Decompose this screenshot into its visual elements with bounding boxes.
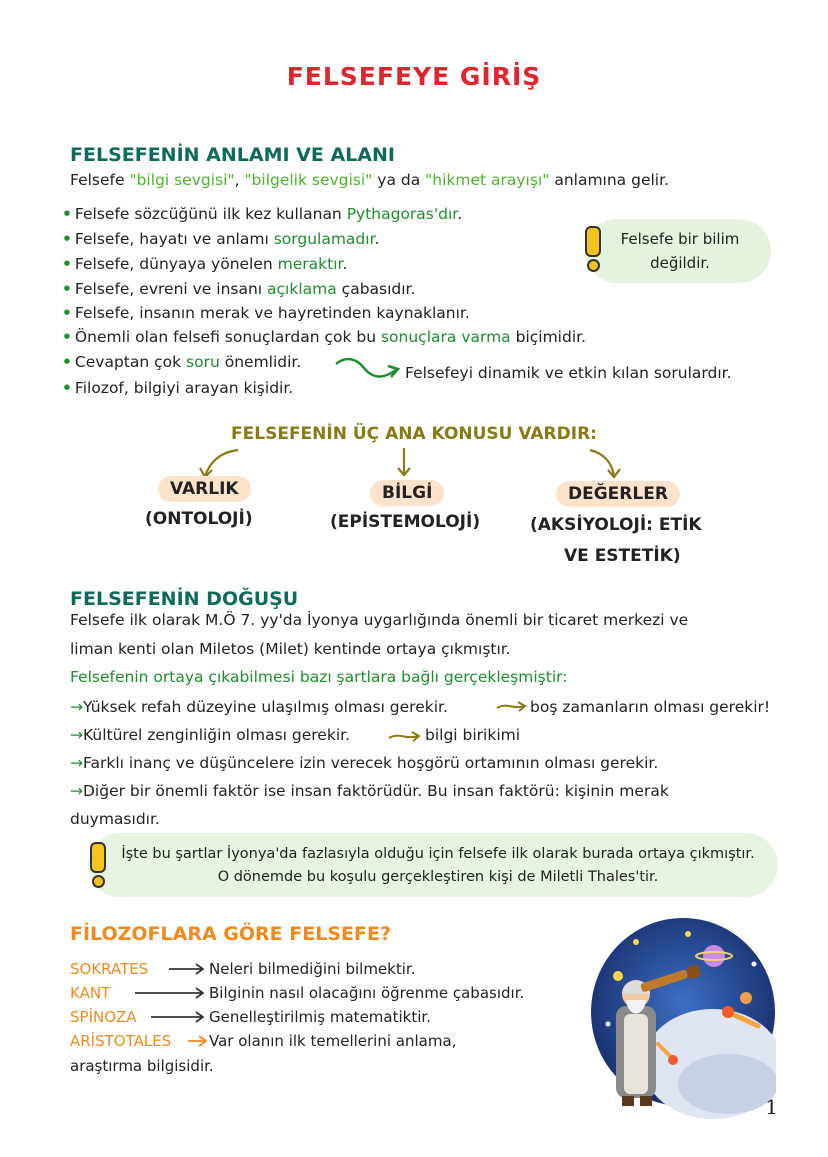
arrow-right-icon: [168, 963, 204, 975]
condition-result: bilgi birikimi: [425, 726, 521, 744]
topic-degerler: DEĞERLER: [556, 481, 680, 507]
bullet-highlight: meraktır: [277, 255, 343, 273]
bullet-text: Cevaptan çok: [74, 353, 187, 371]
bullet-text: .: [457, 205, 463, 223]
intro-quote: "hikmet arayışı": [425, 171, 550, 189]
bullet-text: çabasıdır.: [336, 280, 416, 298]
arrow-right-icon: [187, 1035, 207, 1047]
intro-text: anlamına gelir.: [549, 171, 669, 189]
philosopher-definition: Genelleştirilmiş matematiktir.: [209, 1008, 431, 1026]
philosopher-name: SOKRATES: [70, 960, 149, 978]
arrow-right-icon: [150, 1011, 204, 1023]
arrow-right-icon: [496, 700, 528, 714]
bullet-text: Felsefe sözcüğünü ilk kez kullanan: [74, 205, 347, 223]
bullet-highlight: soru: [186, 353, 220, 371]
intro-quote: "bilgi sevgisi": [129, 171, 235, 189]
list-item: • Felsefe, hayatı ve anlamı sorgulamadır.: [62, 230, 380, 248]
condition-text: Diğer bir önemli faktör ise insan faktörüdür. Bu insan faktörü: kişinin merak: [83, 782, 669, 800]
intro-text: ya da: [372, 171, 426, 189]
condition-tail: duymasıdır.: [70, 810, 160, 828]
topic-sub: (EPİSTEMOLOJİ): [330, 512, 481, 532]
condition-item: →Kültürel zenginliğin olması gerekir.: [70, 726, 350, 744]
condition-text: Farklı inanç ve düşüncelere izin verecek hoşgörü ortamının olması gerekir.: [83, 754, 659, 772]
condition-item: →Farklı inanç ve düşüncelere izin verecek hoşgörü ortamının olması gerekir.: [70, 754, 659, 772]
section-heading-birth: FELSEFENİN DOĞUŞU: [70, 588, 299, 610]
bullet-text: Felsefe, insanın merak ve hayretinden kaynaklanır.: [74, 304, 470, 322]
arrow-note: Felsefeyi dinamik ve etkin kılan sorulardır.: [405, 364, 732, 382]
bullet-highlight: sorgulamadır: [273, 230, 375, 248]
arrow-right-icon: [388, 730, 422, 744]
topic-arrows-icon: [190, 446, 640, 482]
section-heading-philosophers: FİLOZOFLARA GÖRE FELSEFE?: [70, 923, 391, 945]
intro-text: ,: [234, 171, 245, 189]
bullet-text: Felsefe, dünyaya yönelen: [74, 255, 278, 273]
bullet-text: biçimidir.: [510, 328, 587, 346]
philosopher-definition: Var olanın ilk temellerini anlama,: [209, 1032, 457, 1050]
topic-sub: (AKSİYOLOJİ: ETİK: [530, 515, 702, 535]
list-item: • Cevaptan çok soru önemlidir.: [62, 353, 302, 371]
bullet-text: önemlidir.: [219, 353, 302, 371]
bullet-text: .: [374, 230, 380, 248]
paragraph-line: Felsefe ilk olarak M.Ö 7. yy'da İyonya uygarlığında önemli bir ticaret merkezi ve: [70, 611, 689, 629]
condition-result: boş zamanların olması gerekir!: [530, 698, 771, 716]
curved-arrow-icon: [334, 354, 402, 386]
condition-item: →Yüksek refah düzeyine ulaşılmış olması gerekir.: [70, 698, 448, 716]
note-text: Felsefe bir bilim değildir.: [620, 230, 740, 272]
page-title: FELSEFEYE GİRİŞ: [286, 62, 542, 91]
topic-sub: VE ESTETİK): [564, 546, 681, 566]
topic-varlik: VARLIK: [158, 476, 251, 502]
condition-text: Yüksek refah düzeyine ulaşılmış olması gerekir.: [83, 698, 448, 716]
condition-item: →Diğer bir önemli faktör ise insan faktörüdür. Bu insan faktörü: kişinin merak: [70, 782, 669, 800]
philosopher-name: ARİSTOTALES: [70, 1032, 172, 1050]
bullet-highlight: sonuçlara varma: [380, 328, 511, 346]
exclamation-icon: [90, 842, 104, 888]
note-bubble: [585, 219, 771, 283]
philosopher-name: SPİNOZA: [70, 1008, 137, 1026]
philosopher-illustration: [578, 914, 776, 1122]
list-item: • Felsefe, dünyaya yönelen meraktır.: [62, 255, 348, 273]
list-item: • Felsefe, insanın merak ve hayretinden kaynaklanır.: [62, 304, 470, 322]
topic-sub: (ONTOLOJİ): [145, 509, 253, 529]
list-item: • Önemli olan felsefi sonuçlardan çok bu sonuçlara varma biçimidir.: [62, 328, 587, 346]
note-bubble: [88, 833, 778, 897]
philosopher-definition: Bilginin nasıl olacağını öğrenme çabasıdır.: [209, 984, 525, 1002]
arrow-right-icon: [134, 987, 204, 999]
intro-text: Felsefe: [70, 171, 130, 189]
intro-sentence: [70, 171, 669, 189]
topics-heading: FELSEFENİN ÜÇ ANA KONUSU VARDIR:: [231, 424, 597, 444]
paragraph-line: liman kenti olan Miletos (Milet) kentinde ortaya çıkmıştır.: [70, 640, 511, 658]
bullet-text: Felsefe, evreni ve insanı: [74, 280, 268, 298]
condition-text: Kültürel zenginliğin olması gerekir.: [83, 726, 350, 744]
conditions-heading: Felsefenin ortaya çıkabilmesi bazı şartlara bağlı gerçekleşmiştir:: [70, 668, 568, 686]
philosopher-definition-tail: araştırma bilgisidir.: [70, 1057, 214, 1075]
bullet-text: Felsefe, hayatı ve anlamı: [74, 230, 274, 248]
page-number: 1: [765, 1095, 778, 1119]
intro-quote: "bilgelik sevgisi": [244, 171, 373, 189]
bullet-text: Filozof, bilgiyi arayan kişidir.: [74, 379, 294, 397]
bullet-text: .: [342, 255, 348, 273]
list-item: • Filozof, bilgiyi arayan kişidir.: [62, 379, 294, 397]
note-text: İşte bu şartlar İyonya'da fazlasıyla olduğu için felsefe ilk olarak burada ortaya çıkmıştır. O dönemde bu koşulu gerçekleştiren kişi de Miletli Thales'tir.: [121, 846, 755, 885]
philosopher-definition: Neleri bilmediğini bilmektir.: [209, 960, 416, 978]
bullet-text: Önemli olan felsefi sonuçlardan çok bu: [74, 328, 381, 346]
list-item: • Felsefe, evreni ve insanı açıklama çabasıdır.: [62, 280, 416, 298]
bullet-highlight: açıklama: [267, 280, 337, 298]
exclamation-icon: [585, 226, 599, 272]
section-heading-meaning: FELSEFENİN ANLAMI VE ALANI: [70, 144, 395, 166]
list-item: • Felsefe sözcüğünü ilk kez kullanan Pythagoras'dır.: [62, 205, 463, 223]
topic-bilgi: BİLGİ: [370, 480, 444, 506]
philosopher-name: KANT: [70, 984, 111, 1002]
bullet-highlight: Pythagoras'dır: [346, 205, 458, 223]
